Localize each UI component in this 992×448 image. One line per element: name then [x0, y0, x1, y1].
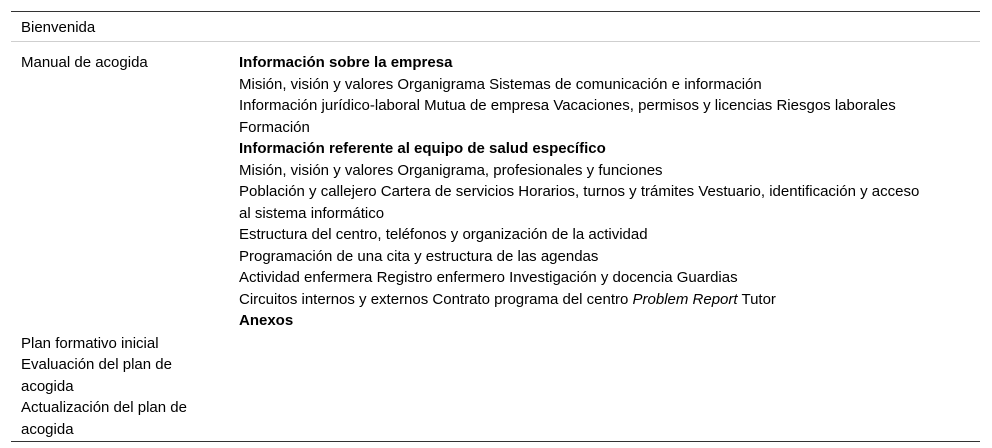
section-title-annex: Anexos — [239, 312, 294, 329]
content-line: Información jurídico-laboral Mutua de empresa Vacaciones, permisos y licencias Riesgos laborales — [239, 97, 896, 114]
welcome-plan-table — [11, 11, 980, 442]
row-label-actualizacion-text: Actualización del plan de acogida — [21, 399, 187, 438]
manual-content — [239, 52, 980, 332]
row-label-plan: Plan formativo inicial — [21, 334, 159, 352]
row-label-evaluacion-text: Evaluación del plan de acogida — [21, 356, 172, 395]
content-line: Misión, visión y valores Organigrama Sistemas de comunicación e información — [239, 75, 762, 93]
row-label-bienvenida: Bienvenida — [21, 19, 96, 36]
content-line: Actividad enfermera Registro enfermero Investigación y docencia Guardias — [239, 269, 738, 286]
content-line-circuitos — [239, 289, 980, 311]
content-line: Estructura del centro, teléfonos y organización de la actividad — [239, 226, 648, 243]
table-row — [11, 397, 980, 440]
content-line: Formación — [239, 118, 310, 136]
row-label-manual: Manual de acogida — [21, 54, 148, 71]
row-label-actualizacion — [11, 397, 239, 440]
section-title: Información referente al equipo de salud específico — [239, 140, 606, 157]
table-row — [11, 12, 980, 42]
line-prefix: Circuitos internos y externos Contrato programa del centro — [239, 290, 633, 308]
table-row — [11, 42, 980, 332]
row-label-evaluacion — [11, 354, 239, 397]
content-line: Población y callejero Cartera de servicios Horarios, turnos y trámites Vestuario, identificación y acceso al sistema informático — [239, 183, 920, 222]
table-row — [11, 354, 980, 397]
content-line: Programación de una cita y estructura de las agendas — [239, 247, 599, 265]
content-line: Misión, visión y valores Organigrama, profesionales y funciones — [239, 161, 663, 179]
section-title: Información sobre la empresa — [239, 54, 453, 71]
line-italic-term: Problem Report — [632, 290, 738, 308]
table-row — [11, 333, 980, 355]
line-suffix: Tutor — [737, 290, 776, 308]
